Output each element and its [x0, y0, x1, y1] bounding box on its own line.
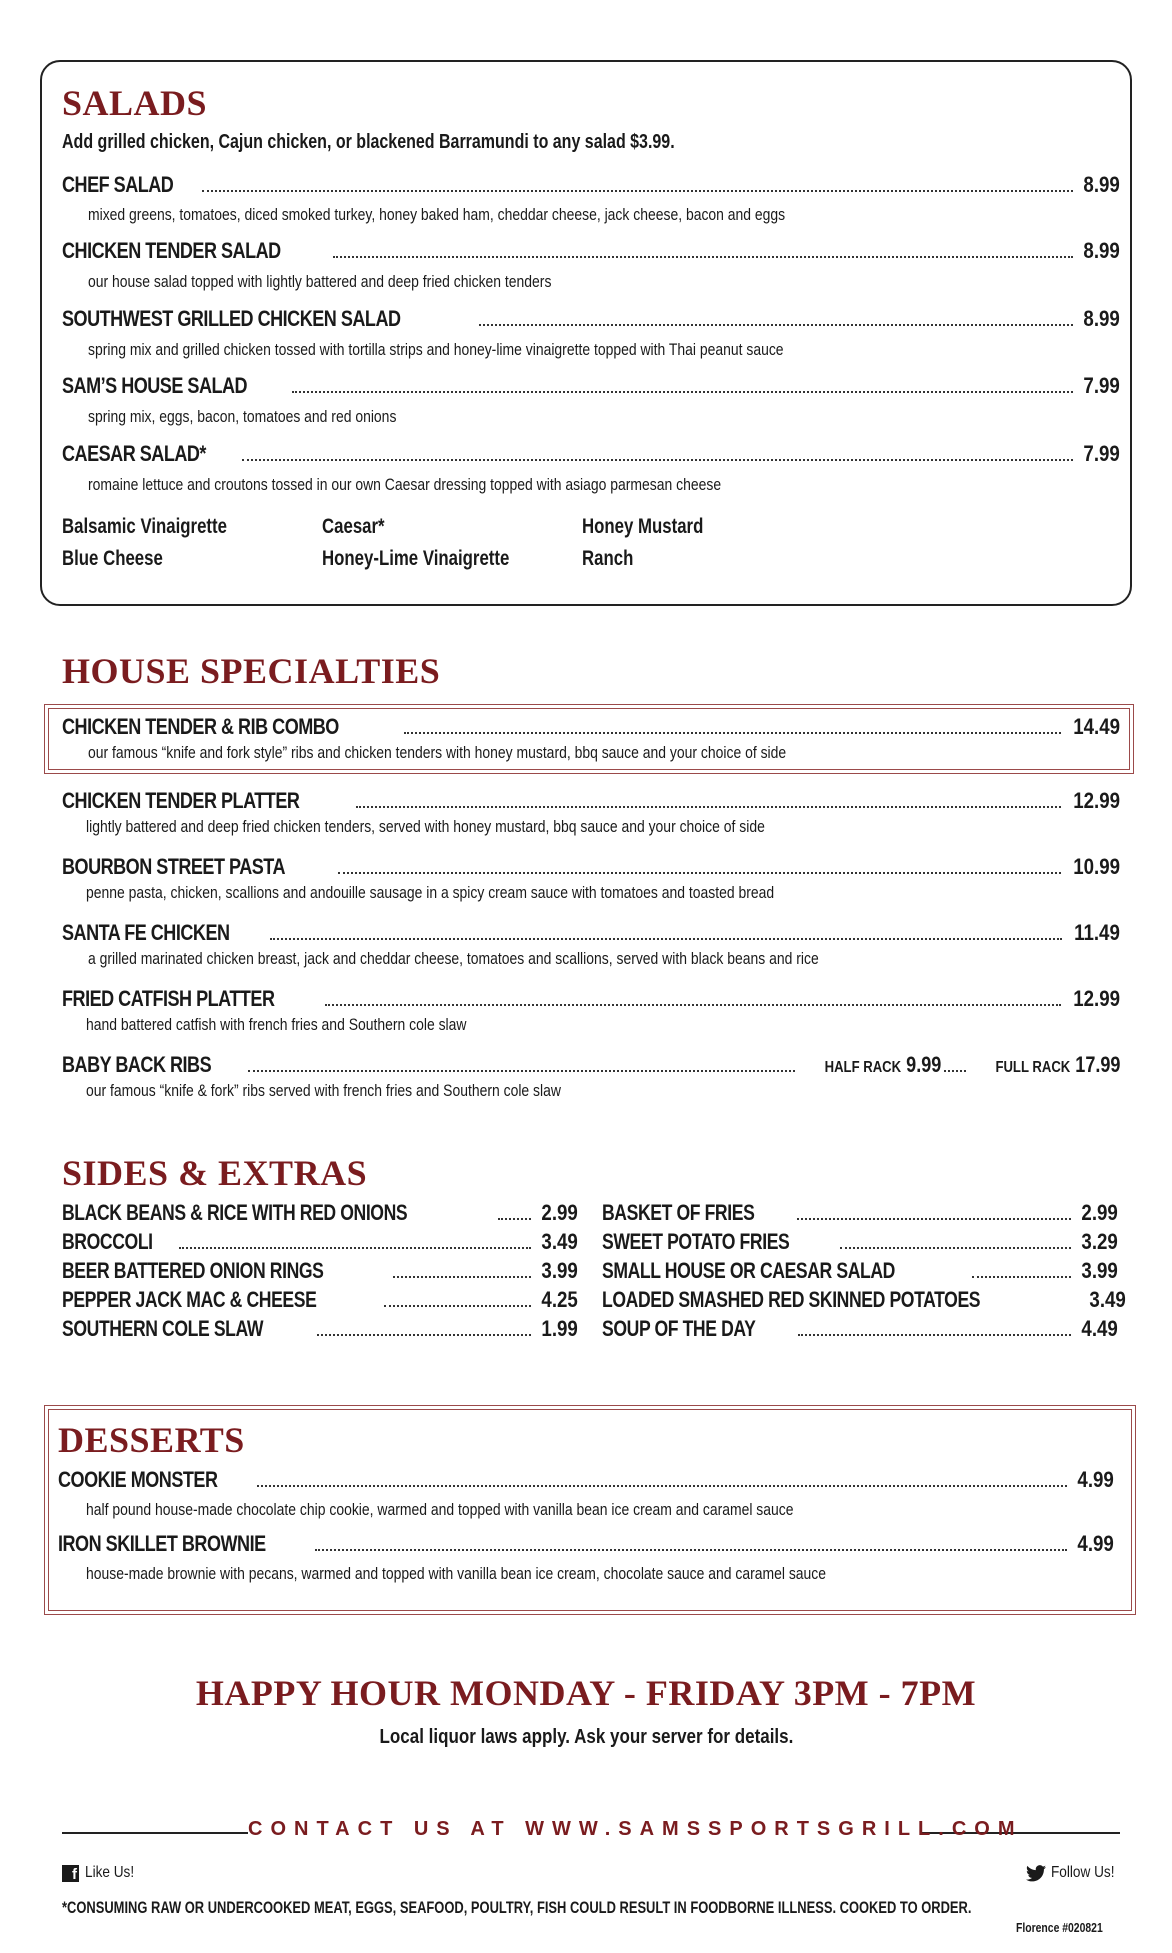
menu-item	[58, 1531, 1114, 1557]
dressing-option: Honey Mustard	[582, 515, 704, 538]
dot-leader	[257, 1485, 1068, 1487]
dot-leader	[292, 391, 1073, 393]
side-price: 2.99	[541, 1200, 578, 1225]
side-name: LOADED SMASHED RED SKINNED POTATOES	[602, 1287, 981, 1312]
item-description: our famous “knife & fork” ribs served with french fries and Southern cole slaw	[86, 1081, 561, 1100]
item-name: CHICKEN TENDER PLATTER	[62, 788, 300, 813]
item-description: lightly battered and deep fried chicken tenders, served with honey mustard, bbq sauce and your choice of side	[86, 817, 765, 836]
dot-leader	[972, 1276, 1071, 1278]
menu-item	[62, 306, 1120, 332]
side-name: BASKET OF FRIES	[602, 1200, 755, 1225]
contact-website[interactable]: CONTACT US AT WWW.SAMSSPORTSGRILL.COM	[248, 1818, 1023, 1840]
side-name: SMALL HOUSE OR CAESAR SALAD	[602, 1258, 895, 1283]
dot-leader	[270, 938, 1062, 940]
side-item	[602, 1316, 1118, 1342]
item-description: penne pasta, chicken, scallions and andouille sausage in a spicy cream sauce with tomatoes and toasted bread	[86, 883, 775, 902]
full-rack-value: 17.99	[1074, 1052, 1120, 1077]
dot-leader	[393, 1276, 531, 1278]
item-price: 8.99	[1083, 238, 1120, 263]
item-description: hand battered catfish with french fries and Southern cole slaw	[86, 1015, 467, 1034]
half-rack-label: HALF RACK	[824, 1059, 902, 1076]
disclaimer: *CONSUMING RAW OR UNDERCOOKED MEAT, EGGS, SEAFOOD, POULTRY, FISH COULD RESULT IN FOODBORNE ILLNESS. COOKED TO ORDER.	[62, 1898, 972, 1917]
dot-leader	[317, 1334, 531, 1336]
item-name: SAM’S HOUSE SALAD	[62, 373, 248, 398]
side-name: BEER BATTERED ONION RINGS	[62, 1258, 324, 1283]
item-description: romaine lettuce and croutons tossed in our own Caesar dressing topped with asiago parmesan cheese	[88, 475, 722, 494]
item-description: a grilled marinated chicken breast, jack and cheddar cheese, tomatoes and scallions, served with black beans and rice	[88, 949, 819, 968]
menu-item	[62, 986, 1120, 1012]
side-price: 1.99	[541, 1316, 578, 1341]
dot-leader	[840, 1247, 1071, 1249]
item-description: house-made brownie with pecans, warmed and topped with vanilla bean ice cream, chocolate sauce and caramel sauce	[86, 1564, 827, 1583]
item-price: 4.99	[1077, 1467, 1114, 1492]
dot-leader	[179, 1247, 531, 1249]
dot-leader	[242, 459, 1074, 461]
side-price: 3.99	[541, 1258, 578, 1283]
item-name: SANTA FE CHICKEN	[62, 920, 230, 945]
item-price: 12.99	[1073, 788, 1120, 813]
half-rack-price	[825, 1052, 942, 1078]
dressing-option: Blue Cheese	[62, 547, 163, 570]
side-name: SWEET POTATO FRIES	[602, 1229, 790, 1254]
item-name: IRON SKILLET BROWNIE	[58, 1531, 266, 1556]
side-price: 3.49	[1089, 1287, 1126, 1312]
twitter-icon	[1026, 1865, 1046, 1882]
menu-item	[62, 714, 1120, 740]
item-name: BABY BACK RIBS	[62, 1052, 212, 1077]
salads-title: SALADS	[62, 83, 208, 123]
happy-hour-note: Local liquor laws apply. Ask your server for details.	[379, 1726, 793, 1748]
dressing-option: Ranch	[582, 547, 634, 570]
side-item	[62, 1229, 578, 1255]
item-name: COOKIE MONSTER	[58, 1467, 218, 1492]
specialties-title: HOUSE SPECIALTIES	[62, 651, 441, 691]
side-item	[62, 1316, 578, 1342]
dot-leader	[944, 1070, 966, 1072]
side-name: SOUTHERN COLE SLAW	[62, 1316, 264, 1341]
side-item	[602, 1229, 1118, 1255]
item-name: SOUTHWEST GRILLED CHICKEN SALAD	[62, 306, 401, 331]
item-description: spring mix, eggs, bacon, tomatoes and red onions	[88, 407, 397, 426]
dot-leader	[356, 806, 1061, 808]
menu-item	[62, 854, 1120, 880]
side-item	[62, 1200, 578, 1226]
side-price: 3.29	[1081, 1229, 1118, 1254]
twitter-follow[interactable]	[1026, 1864, 1126, 1882]
item-price: 10.99	[1073, 854, 1120, 879]
salads-intro: Add grilled chicken, Cajun chicken, or blackened Barramundi to any salad $3.99.	[62, 131, 675, 153]
side-name: SOUP OF THE DAY	[602, 1316, 756, 1341]
menu-item	[58, 1467, 1114, 1493]
dressing-option: Balsamic Vinaigrette	[62, 515, 227, 538]
dot-leader	[202, 190, 1073, 192]
side-item	[62, 1258, 578, 1284]
dot-leader	[248, 1070, 795, 1072]
menu-item	[62, 238, 1120, 264]
item-price: 8.99	[1083, 172, 1120, 197]
side-price: 3.99	[1081, 1258, 1118, 1283]
side-item	[602, 1287, 1126, 1313]
menu-item-ribs	[62, 1052, 1120, 1078]
side-price: 4.25	[541, 1287, 578, 1312]
side-item	[602, 1200, 1118, 1226]
item-price: 14.49	[1073, 714, 1120, 739]
dot-leader	[333, 256, 1073, 258]
side-name: BROCCOLI	[62, 1229, 153, 1254]
dot-leader	[798, 1334, 1071, 1336]
facebook-like[interactable]	[62, 1864, 143, 1882]
dot-leader	[325, 1004, 1061, 1006]
item-name: CHICKEN TENDER SALAD	[62, 238, 281, 263]
item-name: BOURBON STREET PASTA	[62, 854, 286, 879]
side-item	[62, 1287, 578, 1313]
item-price: 7.99	[1083, 373, 1120, 398]
item-price: 4.99	[1077, 1531, 1114, 1556]
side-item	[602, 1258, 1118, 1284]
dot-leader	[498, 1218, 532, 1220]
item-description: half pound house-made chocolate chip cookie, warmed and topped with vanilla bean ice cream and caramel sauce	[86, 1500, 794, 1519]
item-description: spring mix and grilled chicken tossed with tortilla strips and honey-lime vinaigrette topped with Thai peanut sauce	[88, 340, 784, 359]
menu-item	[62, 920, 1120, 946]
dot-leader	[338, 872, 1061, 874]
item-description: our house salad topped with lightly battered and deep fried chicken tenders	[88, 272, 552, 291]
follow-text: Follow Us!	[1051, 1864, 1115, 1881]
item-description: our famous “knife and fork style” ribs and chicken tenders with honey mustard, bbq sauce and your choice of side	[88, 743, 787, 762]
side-price: 4.49	[1081, 1316, 1118, 1341]
location-code: Florence #020821	[1016, 1920, 1103, 1935]
item-name: CAESAR SALAD*	[62, 441, 206, 466]
dressing-option: Honey-Lime Vinaigrette	[322, 547, 510, 570]
dressing-option: Caesar*	[322, 515, 385, 538]
item-price: 7.99	[1083, 441, 1120, 466]
item-description: mixed greens, tomatoes, diced smoked turkey, honey baked ham, cheddar cheese, jack cheese, bacon and eggs	[88, 205, 786, 224]
dot-leader	[315, 1549, 1067, 1551]
menu-item	[62, 788, 1120, 814]
side-name: BLACK BEANS & RICE WITH RED ONIONS	[62, 1200, 408, 1225]
side-name: PEPPER JACK MAC & CHEESE	[62, 1287, 317, 1312]
item-price: 11.49	[1074, 920, 1120, 945]
menu-item	[62, 172, 1120, 198]
full-rack-price	[995, 1052, 1120, 1078]
menu-item	[62, 441, 1120, 467]
full-rack-label: FULL RACK	[995, 1059, 1070, 1076]
dot-leader	[797, 1218, 1072, 1220]
happy-hour-text: HAPPY HOUR MONDAY - FRIDAY 3PM - 7PM	[195, 1673, 977, 1713]
item-name: FRIED CATFISH PLATTER	[62, 986, 275, 1011]
menu-item	[62, 373, 1120, 399]
dot-leader	[384, 1305, 531, 1307]
item-name: CHICKEN TENDER & RIB COMBO	[62, 714, 339, 739]
item-price: 8.99	[1083, 306, 1120, 331]
facebook-icon: f	[62, 1865, 79, 1882]
half-rack-value: 9.99	[906, 1052, 942, 1077]
dot-leader	[404, 732, 1061, 734]
like-text: Like Us!	[85, 1864, 135, 1881]
sides-title: SIDES & EXTRAS	[62, 1153, 368, 1193]
dot-leader	[479, 324, 1073, 326]
item-price: 12.99	[1073, 986, 1120, 1011]
side-price: 2.99	[1081, 1200, 1118, 1225]
side-price: 3.49	[541, 1229, 578, 1254]
item-name: CHEF SALAD	[62, 172, 174, 197]
divider-left	[62, 1832, 248, 1834]
happy-hour-title	[0, 1672, 1172, 1714]
desserts-title: DESSERTS	[58, 1420, 245, 1460]
